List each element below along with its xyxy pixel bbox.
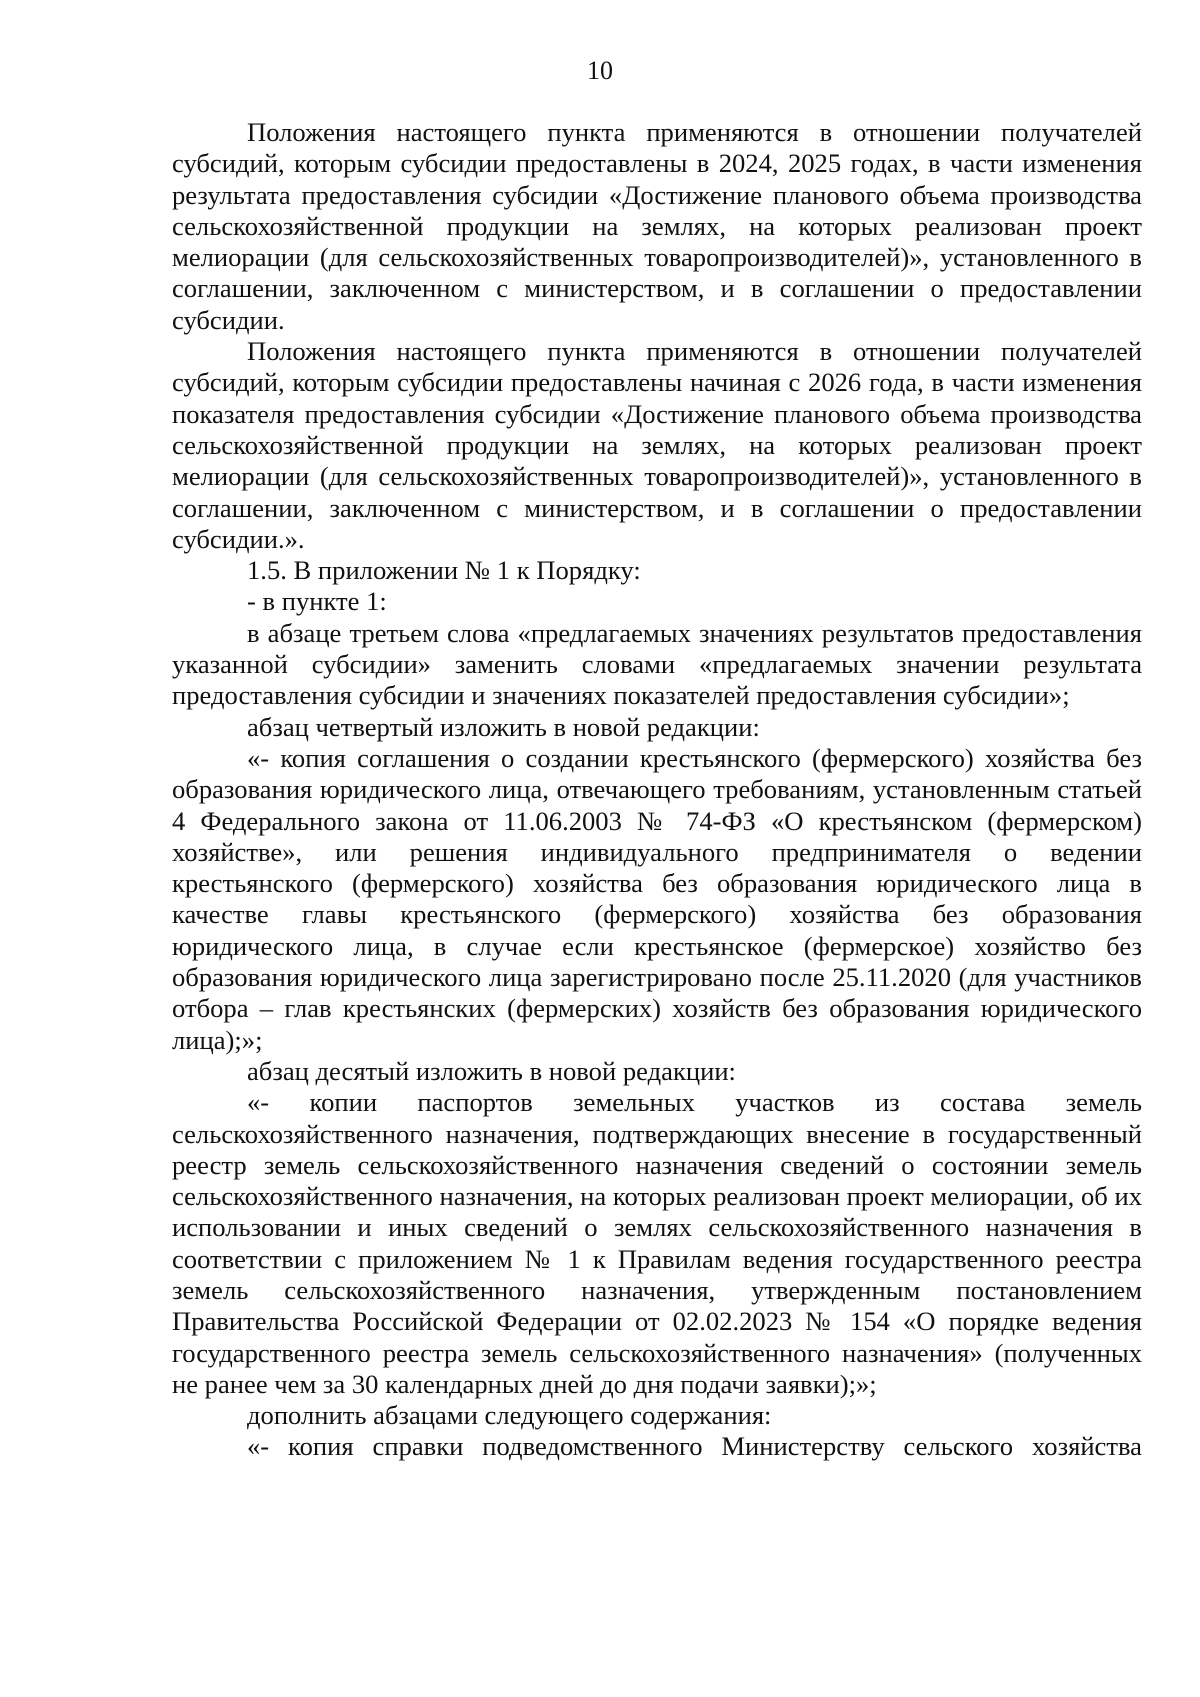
paragraph: «- копия соглашения о создании крестьянского (фермерского) хозяйства без образования юридического лица, отвечающего требованиям, установленным статьей 4 Федерального закона от 11.06.2003 № 74-ФЗ «О крестьянском (фермерском) хозяйстве», или решения индивидуального предпринимателя о ведении крестьянского (фермерского) хозяйства без образования юридического лица в качестве главы крестьянского (фермерского) хозяйства без образования юридического лица, в случае если крестьянское (фермерское) хозяйство без образования юридического лица зарегистрировано после 25.11.2020 (для участников отбора – глав крестьянских (фермерских) хозяйств без образования юридического лица);»; bbox=[172, 742, 1142, 1055]
paragraph: Положения настоящего пункта применяются в отношении получателей субсидий, которым субсидии предоставлены начиная с 2026 года, в части изменения показателя предоставления субсидии «Достижение планового объема производства сельскохозяйственной продукции на землях, на которых реализован проект мелиорации (для сельскохозяйственных товаропроизводителей)», установленного в соглашении, заключенном с министерством, и в соглашении о предоставлении субсидии.». bbox=[172, 336, 1142, 554]
paragraph: - в пункте 1: bbox=[247, 586, 387, 617]
paragraph-continued: «- копия справки подведомственного Министерству сельского хозяйства bbox=[247, 1431, 1142, 1462]
paragraph: дополнить абзацами следующего содержания: bbox=[247, 1400, 772, 1431]
paragraph: в абзаце третьем слова «предлагаемых значениях результатов предоставления указанной субсидии» заменить словами «предлагаемых значении результата предоставления субсидии и значениях показателей предоставления субсидии»; bbox=[172, 617, 1142, 711]
page-number: 10 bbox=[587, 56, 613, 85]
paragraph: Положения настоящего пункта применяются в отношении получателей субсидий, которым субсидии предоставлены в 2024, 2025 годах, в части изменения результата предоставления субсидии «Достижение планового объема производства сельскохозяйственной продукции на землях, на которых реализован проект мелиорации (для сельскохозяйственных товаропроизводителей)», установленного в соглашении, заключенном с министерством, и в соглашении о предоставлении субсидии. bbox=[172, 117, 1142, 335]
document-body bbox=[172, 117, 1142, 1463]
paragraph: 1.5. В приложении № 1 к Порядку: bbox=[247, 555, 641, 586]
paragraph: абзац четвертый изложить в новой редакции: bbox=[247, 711, 760, 742]
paragraph: абзац десятый изложить в новой редакции: bbox=[247, 1055, 736, 1086]
paragraph: «- копии паспортов земельных участков из состава земель сельскохозяйственного назначения, подтверждающих внесение в государственный реестр земель сельскохозяйственного назначения сведений о состоянии земель сельскохозяйственного назначения, на которых реализован проект мелиорации, об их использовании и иных сведений о землях сельскохозяйственного назначения в соответствии с приложением № 1 к Правилам ведения государственного реестра земель сельскохозяйственного назначения, утвержденным постановлением Правительства Российской Федерации от 02.02.2023 № 154 «О порядке ведения государственного реестра земель сельскохозяйственного назначения» (полученных не ранее чем за 30 календарных дней до дня подачи заявки);»; bbox=[172, 1087, 1142, 1399]
